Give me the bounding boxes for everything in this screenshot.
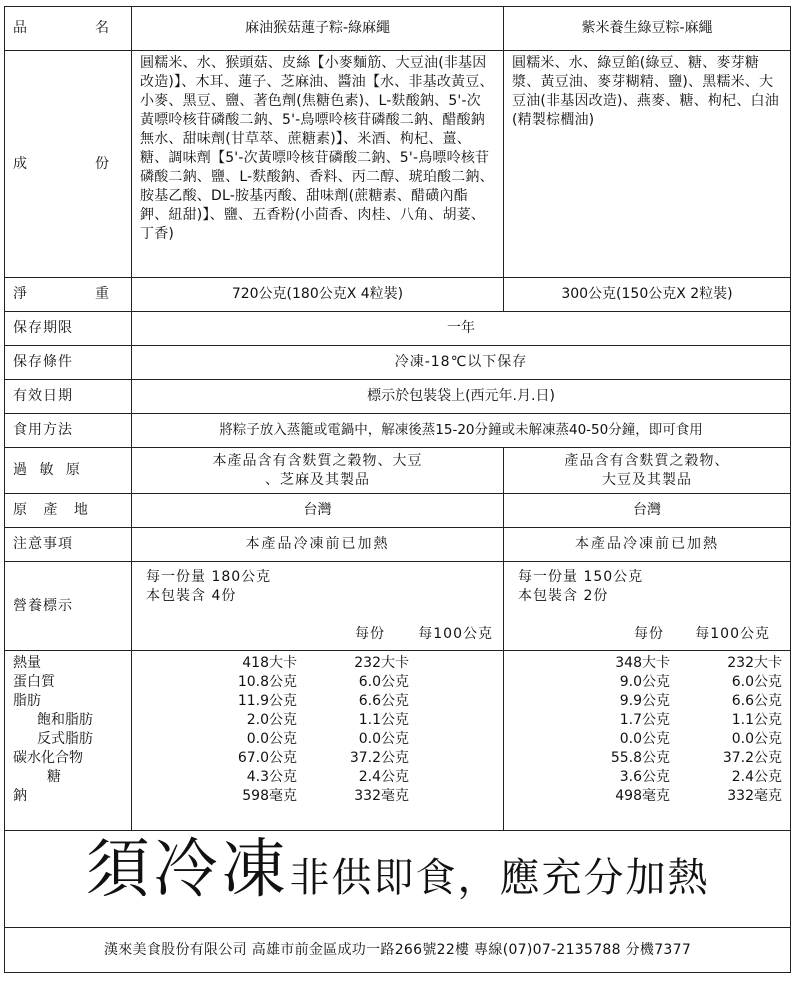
warning-banner [5,831,791,928]
nutrition-value-row [504,749,782,768]
per-serving-value: 348大卡 [615,655,670,671]
label-name-char1: 品 [13,20,27,36]
per-serving-value: 2.0公克 [246,712,297,728]
product1-allergen-line1: 本產品含有含麩質之穀物、大豆 [212,452,423,469]
row-usage [5,414,791,448]
nutrition-value-row [132,787,409,806]
product1-ingredients: 圓糯米、水、猴頭菇、皮絲【小麥麵筋、大豆油(非基因改造)】、木耳、蓮子、芝麻油、醬油【水、非基改黃豆、小麥、黑豆、鹽、著色劑(焦糖色素)、L-麩酸鈉、5'-次黃嘌呤核苷磷酸二鈉、5'-鳥嘌呤核苷磷酸二鈉、醋酸鈉無水、甜味劑(甘草萃、蔗糖素)】、米酒、枸杞、薑、糖、調味劑【5'-次黃嘌呤核苷磷酸二鈉、5'-鳥嘌呤核苷磷酸二鈉、鹽、L-麩酸鈉、香料、丙二醇、琥珀酸二鈉、胺基乙酸、DL-胺基丙酸、甜味劑(蔗糖素、醋磺內酯鉀、紐甜)】、鹽、五香粉(小茴香、肉桂、八角、胡荽、丁香) [132,51,504,278]
per-serving-value: 3.6公克 [619,769,670,785]
per-100g-value: 1.1公克 [358,712,409,728]
row-nutrition-header [5,562,791,651]
label-storage: 保存條件 [5,346,132,380]
per-serving-value: 11.9公克 [237,693,297,709]
per-serving-value: 0.0公克 [619,731,670,747]
nutrition-value-row [504,787,782,806]
nutrition-value-row [132,711,409,730]
nutrition-value-row [504,730,782,749]
row-ingredients [5,51,791,278]
label-allergen: 過 敏 原 [5,448,132,494]
product2-origin: 台灣 [504,494,791,528]
product1-allergen-line2: 、芝麻及其製品 [265,471,370,488]
expiry-value: 標示於包裝袋上(西元年.月.日) [132,380,791,414]
nutrient-name: 反式脂肪 [37,731,93,747]
nutrient-name: 飽和脂肪 [37,712,93,728]
usage-value: 將粽子放入蒸籠或電鍋中，解凍後蒸15-20分鐘或未解凍蒸40-50分鐘，即可食用 [132,414,791,448]
product2-nutrition-header [504,562,791,651]
nutrition-value-row [132,692,409,711]
per-100g-value: 37.2公克 [349,750,409,766]
nutrition-value-row [504,711,782,730]
label-net-weight-char2: 重 [95,286,109,302]
row-expiry [5,380,791,414]
product1-origin: 台灣 [132,494,504,528]
product-spec-table [4,6,791,973]
row-origin [5,494,791,528]
product1-net-weight: 720公克(180公克X 4粒裝) [132,278,504,312]
per-100g-value: 6.6公克 [731,693,782,709]
per-serving-value: 9.0公克 [619,674,670,690]
nutrition-value-row [132,673,409,692]
storage-value: 冷凍-18℃以下保存 [132,346,791,380]
row-notes [5,528,791,562]
per-100g-value: 232大卡 [727,655,782,671]
row-banner [5,831,791,928]
row-product-name [5,7,791,51]
per-serving-value: 1.7公克 [619,712,670,728]
row-shelf-life [5,312,791,346]
per-100g-value: 2.4公克 [731,769,782,785]
product2-notes: 本產品冷凍前已加熱 [504,528,791,562]
nutrient-name: 蛋白質 [13,674,55,690]
row-nutrition-values [5,651,791,831]
product2-serving-size: 每一份量 150公克 [518,569,644,585]
per-100g-value: 0.0公克 [358,731,409,747]
product2-allergen-line2: 大豆及其製品 [602,471,692,488]
product-label-sheet [4,6,790,992]
nutrition-value-row [504,673,782,692]
nutrient-name: 糖 [47,769,61,785]
product2-column-headers [518,625,770,644]
label-net-weight [5,278,132,312]
label-name-char2: 名 [95,20,109,36]
nutrition-value-row [132,654,409,673]
product1-per-100g-header: 每100公克 [418,626,493,642]
row-net-weight [5,278,791,312]
per-serving-value: 9.9公克 [619,693,670,709]
per-serving-value: 55.8公克 [610,750,670,766]
product1-nutrition-header [132,562,504,651]
product2-nutrition-values [504,651,791,831]
per-serving-value: 4.3公克 [246,769,297,785]
shelf-life-value: 一年 [132,312,791,346]
label-ingredients-char2: 份 [95,155,109,172]
per-100g-value: 2.4公克 [358,769,409,785]
product1-servings-per-pack: 本包裝含 4份 [146,588,237,604]
per-100g-value: 0.0公克 [731,731,782,747]
label-nutrition: 營養標示 [5,562,132,651]
per-100g-value: 332毫克 [354,788,409,804]
nutrition-value-row [504,768,782,787]
nutrient-name: 熱量 [13,655,41,671]
nutrition-value-row [132,768,409,787]
label-notes: 注意事項 [5,528,132,562]
per-100g-value: 6.6公克 [358,693,409,709]
nutrition-value-row [132,730,409,749]
nutrient-name: 碳水化合物 [13,750,83,766]
product2-per-100g-header: 每100公克 [695,626,770,642]
per-serving-value: 498毫克 [615,788,670,804]
nutrition-value-row [504,654,782,673]
per-100g-value: 6.0公克 [731,674,782,690]
label-net-weight-char1: 淨 [13,286,27,302]
product2-net-weight: 300公克(150公克X 2粒裝) [504,278,791,312]
row-allergen [5,448,791,494]
banner-freeze-text: 須冷凍 [85,833,290,907]
product2-servings-per-pack: 本包裝含 2份 [518,588,609,604]
label-expiry: 有效日期 [5,380,132,414]
label-usage: 食用方法 [5,414,132,448]
product1-serving-size: 每一份量 180公克 [146,569,272,585]
banner-heat-text: 非供即食，應充分加熱 [289,855,710,901]
product2-allergen [504,448,791,494]
per-serving-value: 418大卡 [242,655,297,671]
per-serving-value: 10.8公克 [237,674,297,690]
nutrition-value-row [504,692,782,711]
nutrition-value-row [132,749,409,768]
per-serving-value: 598毫克 [242,788,297,804]
product2-ingredients: 圓糯米、水、綠豆餡(綠豆、糖、麥芽糖漿、黃豆油、麥芽糊精、鹽)、黑糯米、大豆油(非基因改造)、燕麥、糖、枸杞、白油(精製棕櫚油) [504,51,791,278]
row-storage [5,346,791,380]
per-100g-value: 1.1公克 [731,712,782,728]
per-serving-value: 67.0公克 [237,750,297,766]
product1-allergen [132,448,504,494]
label-name [5,7,132,51]
per-100g-value: 332毫克 [727,788,782,804]
nutrient-name: 鈉 [13,788,27,804]
per-serving-value: 0.0公克 [246,731,297,747]
company-footer: 漢來美食股份有限公司 高雄市前金區成功一路266號22樓 專線(07)07-2135788 分機7377 [5,928,791,973]
product2-per-serving-header: 每份 [634,626,664,642]
product1-per-serving-header: 每份 [355,626,385,642]
label-shelf-life: 保存期限 [5,312,132,346]
product1-column-headers [146,625,493,644]
product1-nutrition-values [132,651,504,831]
nutrient-names [5,651,132,831]
label-ingredients-char1: 成 [13,155,27,172]
per-100g-value: 37.2公克 [722,750,782,766]
label-origin: 原 產 地 [5,494,132,528]
product1-notes: 本產品冷凍前已加熱 [132,528,504,562]
nutrient-name: 脂肪 [13,693,41,709]
per-100g-value: 6.0公克 [358,674,409,690]
per-100g-value: 232大卡 [354,655,409,671]
product1-name: 麻油猴菇蓮子粽-綠麻繩 [132,7,504,51]
product2-allergen-line1: 產品含有含麩質之穀物、 [564,452,730,469]
label-ingredients [5,51,132,278]
product2-name: 紫米養生綠豆粽-麻繩 [504,7,791,51]
row-footer [5,928,791,973]
